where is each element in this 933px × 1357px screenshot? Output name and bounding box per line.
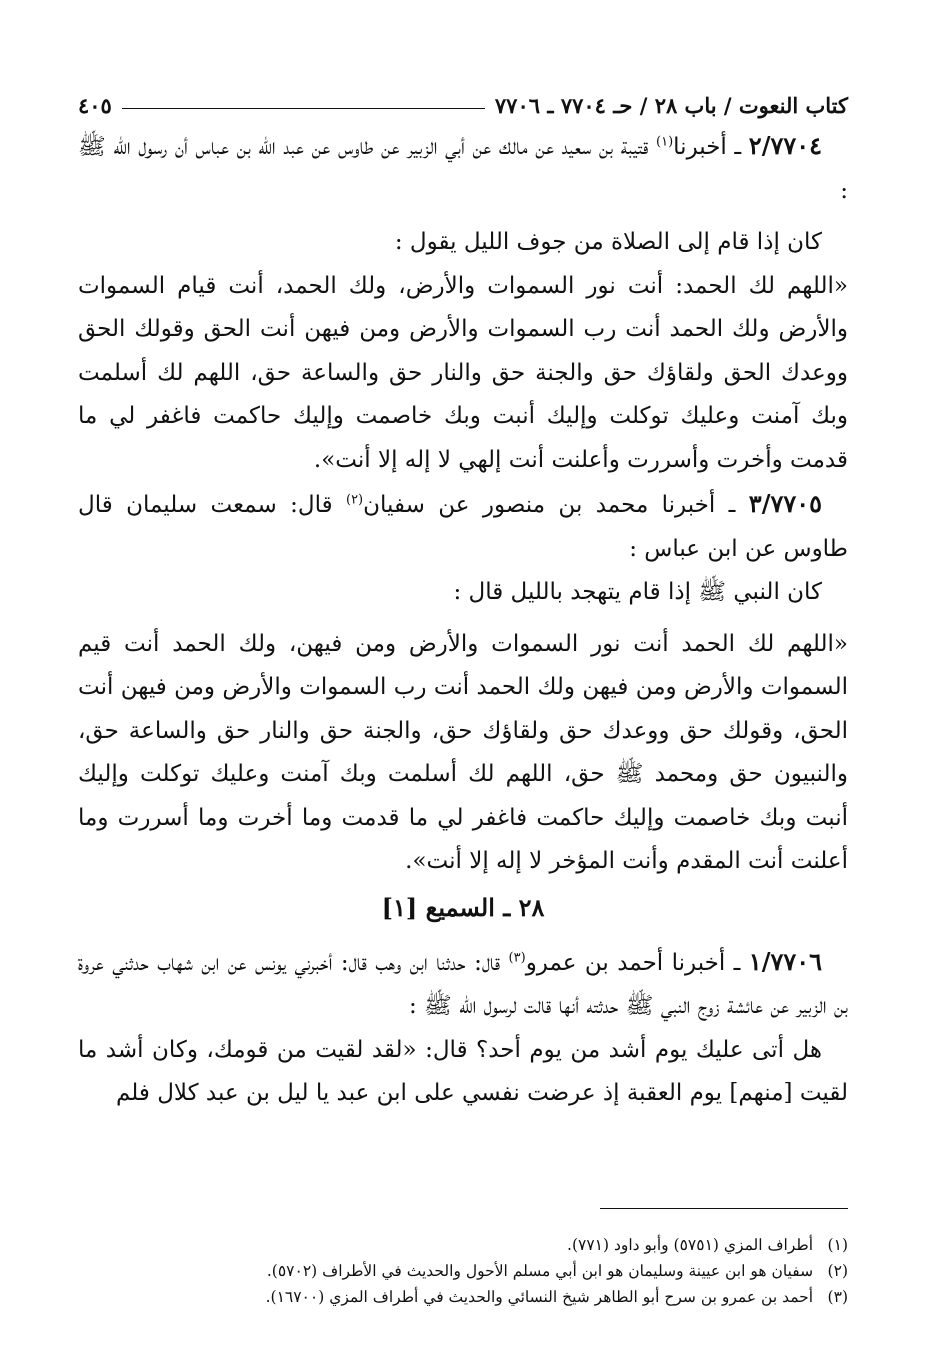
footnote-ref[interactable]: (٢): [345, 492, 364, 508]
hadith-7704-isnad: [78, 124, 848, 213]
hadith-7704-intro: كان إذا قام إلى الصلاة من جوف الليل يقول :: [394, 229, 822, 255]
footnote-number: (١): [827, 1236, 848, 1254]
isnad-text: قال: سمعت سليمان قال طاوس عن ابن عباس :: [78, 492, 848, 562]
hadith-7705-text: «اللهم لك الحمد أنت نور السموات والأرض ومن فيهن، ولك الحمد أنت قيم السموات والأرض ومن فيهن ولك الحمد أنت رب السموات والأرض ومن فيهن أنت الحق، وقولك حق ووعدك حق ولقاؤك حق، والجنة حق والنار حق والساعة حق، والنبيون حق ومحمد ﷺ حق، اللهم لك أسلمت وبك آمنت وعليك توكلت وإليك أنبت وبك خاصمت وإليك حاكمت فاغفر لي ما قدمت وما أخرت وما أسررت وما أعلنت أنت المقدم وأنت المؤخر لا إله إلا أنت».: [78, 630, 848, 874]
hadith-7704-text: «اللهم لك الحمد: أنت نور السموات والأرض، ولك الحمد، أنت قيام السموات والأرض ولك الحمد أنت رب السموات والأرض ومن فيهن أنت الحق وقولك الحق ووعدك الحق ولقاؤك حق والجنة حق والنار حق والساعة حق، اللهم لك أسلمت وبك آمنت وعليك توكلت وإليك أنبت وبك خاصمت وإليك حاكمت فاغفر لي ما قدمت وأخرت وأسررت وأعلنت أنت إلهي لا إله إلا أنت».: [78, 272, 848, 473]
footnotes: [160, 1232, 848, 1310]
spacer: [78, 615, 848, 623]
isnad-text: قتيبة بن سعيد عن مالك عن أبي الزبير عن طاوس عن عبد الله بن عباس أن رسول الله ﷺ :: [78, 134, 848, 204]
footnote-text: أطراف المزي (٥٧٥١) وأبو داود (٧٧١).: [567, 1236, 814, 1254]
isnad-text: ـ أخبرنا: [673, 134, 742, 160]
footnote-item: [160, 1284, 848, 1310]
footnote-ref[interactable]: (٣): [508, 949, 526, 965]
hadith-number: ٣/٧٧٠٥: [748, 489, 823, 518]
hadith-number: ٢/٧٧٠٤: [748, 131, 823, 160]
footnote-ref[interactable]: (١): [656, 134, 674, 150]
book-page: [78, 82, 848, 1116]
spacer: [78, 213, 848, 221]
isnad-text: ـ أخبرنا أحمد بن عمرو: [525, 949, 741, 976]
hadith-7705-isnad: [78, 482, 848, 571]
footnote-number: (٣): [827, 1288, 848, 1306]
footnote-item: [160, 1232, 848, 1258]
footnote-text: سفيان هو ابن عيينة وسليمان هو ابن أبي مسلم الأحول والحديث في الأطراف (٥٧٠٢).: [266, 1262, 814, 1280]
hadith-number: ١/٧٧٠٦: [748, 946, 823, 976]
running-header: [78, 82, 848, 118]
chapter-title: ٢٨ ـ السميع: [425, 892, 545, 922]
chapter-note: [١]: [381, 892, 418, 922]
isnad-text: قال: حدثنا ابن وهب قال: أخبرني يونس عن ابن شهاب حدثني عروة بن الزبير عن عائشة زوج النبي ﷺ حدثته أنها قالت لرسول الله ﷺ :: [78, 949, 848, 1019]
isnad-text: ـ أخبرنا محمد بن منصور عن سفيان: [363, 492, 736, 518]
chapter-heading: [78, 884, 848, 932]
footnote-text: أحمد بن عمرو بن سرح أبو الطاهر شيخ النسائي والحديث في أطراف المزي (١٦٧٠٠).: [265, 1288, 814, 1306]
hadith-7706-text: هل أتى عليك يوم أشد من يوم أحد؟ قال: «لقد لقيت من قومك، وكان أشد ما لقيت [منهم] يوم العقبة إذ عرضت نفسي على ابن عبد يا ليل بن عبد كلال فلم: [78, 1036, 848, 1106]
hadith-7705-intro: كان النبي ﷺ إذا قام يتهجد بالليل قال :: [453, 579, 822, 605]
header-title: كتاب النعوت / باب ٢٨ / حـ ٧٧٠٤ ـ ٧٧٠٦: [494, 93, 848, 118]
spacer: [78, 932, 848, 940]
page-body: [78, 124, 848, 1116]
hadith-7706-isnad: [78, 940, 848, 1029]
footnote-number: (٢): [827, 1262, 848, 1280]
footnote-item: [160, 1258, 848, 1284]
header-rule: [122, 108, 485, 109]
page-number: ٤٠٥: [78, 93, 112, 118]
footnote-divider: [600, 1208, 848, 1209]
